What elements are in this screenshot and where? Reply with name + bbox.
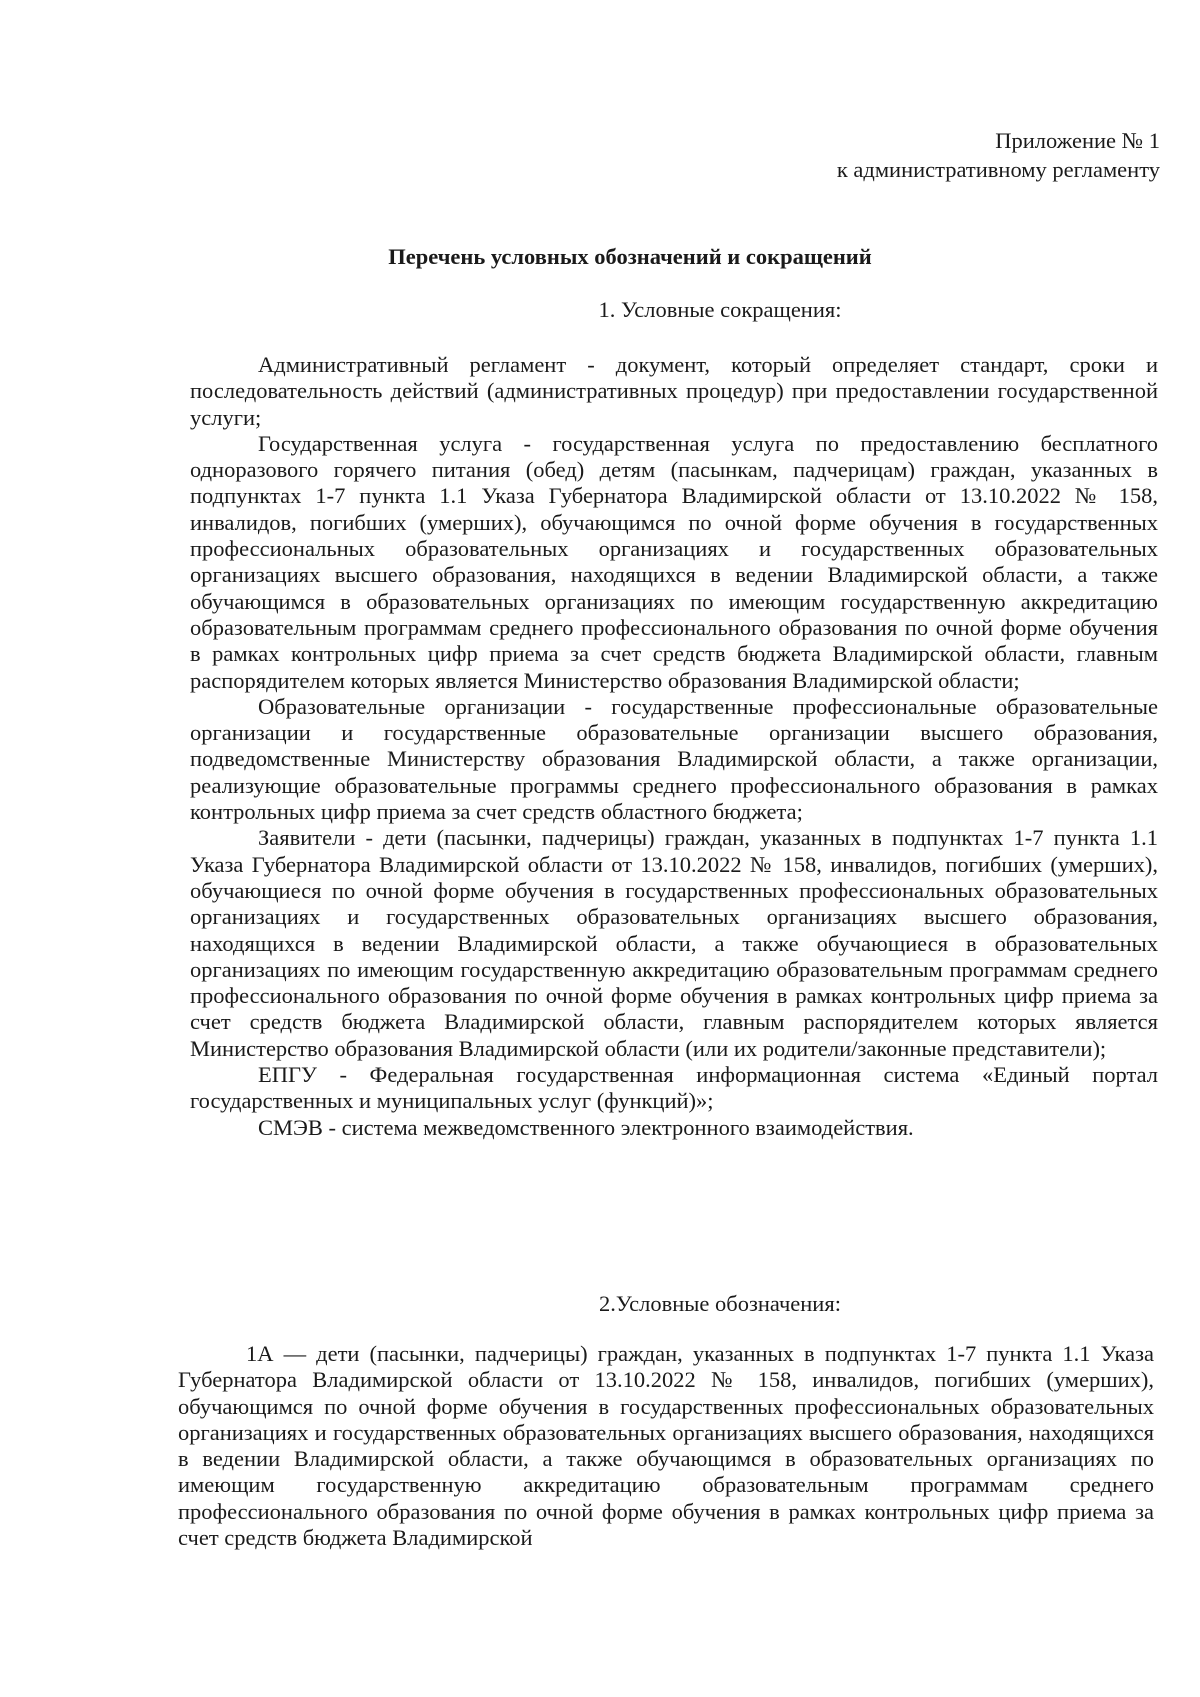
definition-paragraph: СМЭВ - система межведомственного электронного взаимодействия. [258,1114,914,1140]
definition-paragraph: ЕПГУ - Федеральная государственная информационная система «Единый портал государственных и муниципальных услуг (функций)»; [190,1062,1158,1114]
appendix-reference: к административному регламенту [836,157,1160,182]
definition-paragraph: Административный регламент - документ, который определяет стандарт, сроки и последовательность действий (административных процедур) при предоставлении государственной услуги; [190,352,1158,430]
definition-paragraph: 1А — дети (пасынки, падчерицы) граждан, указанных в подпунктах 1-7 пункта 1.1 Указа Губернатора Владимирской области от 13.10.2022 № 158, инвалидов, погибших (умерших), обучающимся по очной форме обучения в государственных профессиональных образовательных организациях и государственных образовательных организациях высшего образования, находящихся в ведении Владимирской области, а также обучающимся в образовательных организациях по имеющим государственную аккредитацию образовательным программам среднего профессионального образования по очной форме обучения в рамках контрольных цифр приема за счет средств бюджета Владимирской [178,1341,1154,1551]
definition-paragraph: Образовательные организации - государственные профессиональные образовательные организации и государственные образовательные организации высшего образования, подведомственные Министерству образования Владимирской области, а также организации, реализующие образовательные программы среднего профессионального образования в рамках контрольных цифр приема за счет средств областного бюджета; [190,693,1158,825]
definition-paragraph: Государственная услуга - государственная услуга по предоставлению бесплатного одноразового горячего питания (обед) детям (пасынкам, падчерицам) граждан, указанных в подпунктах 1-7 пункта 1.1 Указа Губернатора Владимирской области от 13.10.2022 № 158, инвалидов, погибших (умерших), обучающимся по очной форме обучения в государственных профессиональных образовательных организациях и государственных образовательных организациях высшего образования, находящихся в ведении Владимирской области, а также обучающимся в образовательных организациях по имеющим государственную аккредитацию образовательным программам среднего профессионального образования по очной форме обучения в рамках контрольных цифр приема за счет средств бюджета Владимирской области, главным распорядителем которых является Министерство образования Владимирской области; [190,430,1158,693]
section-heading-symbols: 2.Условные обозначения: [599,1291,841,1316]
appendix-header [837,126,1160,184]
definition-paragraph: Заявители - дети (пасынки, падчерицы) граждан, указанных в подпунктах 1-7 пункта 1.1 Указа Губернатора Владимирской области от 13.10.2022 № 158, инвалидов, погибших (умерших), обучающиеся по очной форме обучения в государственных профессиональных образовательных организациях и государственных образовательных организациях высшего образования, находящихся в ведении Владимирской области, а также обучающиеся в образовательных организациях по имеющим государственную аккредитацию образовательным программам среднего профессионального образования по очной форме обучения в рамках контрольных цифр приема за счет средств бюджета Владимирской области, главным распорядителем которых является Министерство образования Владимирской области (или их родители/законные представители); [190,825,1158,1061]
document-title: Перечень условных обозначений и сокращений [388,244,872,269]
abbreviations-list [190,352,1158,1141]
symbols-list [178,1341,1154,1551]
appendix-number: Приложение № 1 [995,128,1160,153]
section-heading-abbreviations: 1. Условные сокращения: [598,297,842,322]
